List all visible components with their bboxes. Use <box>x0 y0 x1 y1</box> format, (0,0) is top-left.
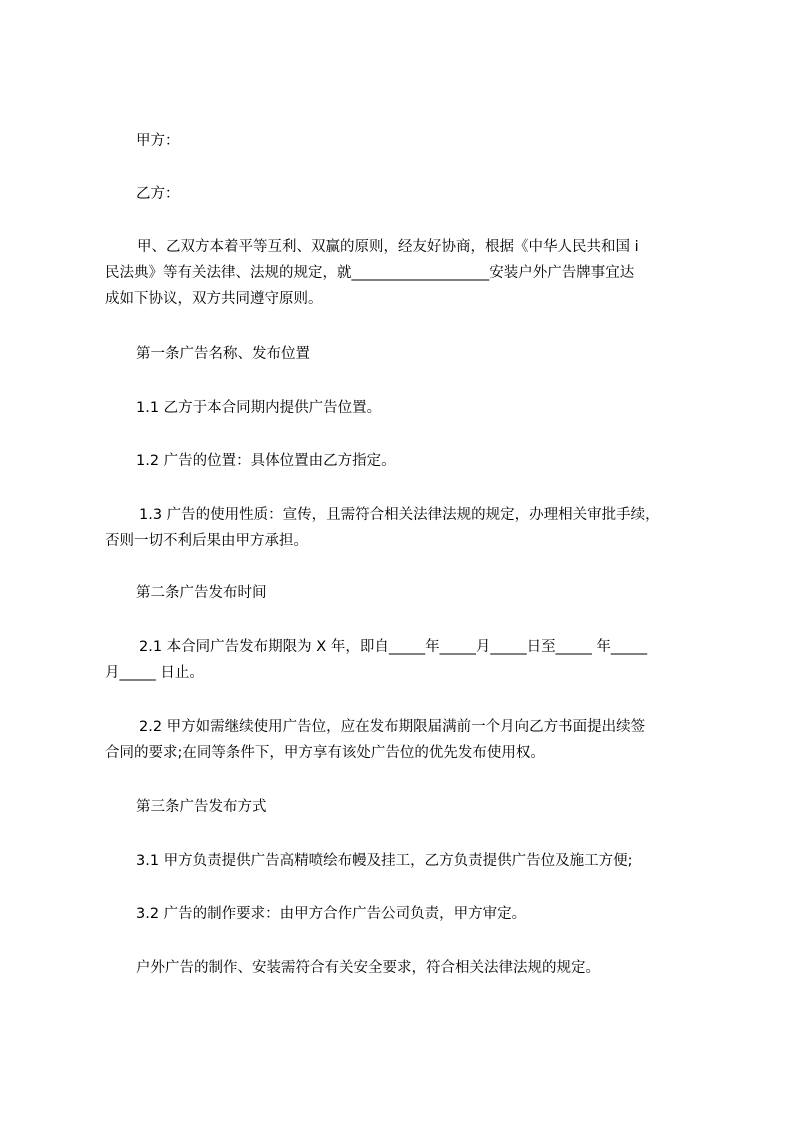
intro-line-3: 成如下协议，双方共同遵守原则。 <box>105 291 323 307</box>
clause-1-1-text: 1.1 乙方于本合同期内提供广告位置。 <box>136 400 382 416</box>
clause-3-2-text: 3.2 广告的制作要求：由甲方合作广告公司负责，甲方审定。 <box>136 906 527 922</box>
clause-1-1 <box>136 395 736 421</box>
article-3-title-text: 第三条广告发布方式 <box>136 799 267 815</box>
clause-1-3-line-1: 1.3 广告的使用性质：宣传，且需符合相关法律法规的规定，办理相关审批手续， <box>139 507 660 523</box>
clause-2-1-line-2: 月_____ 日止。 <box>105 665 204 681</box>
closing-text: 户外广告的制作、安装需符合有关安全要求，符合相关法律法规的规定。 <box>136 960 600 976</box>
clause-2-2-line-2: 合同的要求;在同等条件下，甲方享有该处广告位的优先发布使用权。 <box>105 745 545 761</box>
clause-3-2 <box>136 901 736 927</box>
party-b-label <box>136 181 736 207</box>
clause-1-3-line-2: 否则一切不利后果由甲方承担。 <box>105 533 308 549</box>
clause-1-2 <box>136 448 736 474</box>
clause-1-3 <box>105 502 705 554</box>
article-1-title-text: 第一条广告名称、发布位置 <box>136 346 310 362</box>
intro-line-1: 甲、乙双方本着平等互利、双赢的原则，经友好协商，根据《中华人民共和国 i <box>137 239 639 255</box>
article-3-title <box>136 794 736 820</box>
clause-2-2 <box>105 714 705 766</box>
clause-1-2-text: 1.2 广告的位置：具体位置由乙方指定。 <box>136 453 396 469</box>
article-2-title-text: 第二条广告发布时间 <box>136 585 267 601</box>
article-2-title <box>136 580 736 606</box>
party-a-text: 甲方： <box>136 133 180 149</box>
clause-2-2-line-1: 2.2 甲方如需继续使用广告位，应在发布期限届满前一个月向乙方书面提出续签 <box>139 719 646 735</box>
intro-paragraph <box>105 234 705 312</box>
intro-line-2: 民法典》等有关法律、法规的规定，就___________________安装户外广告牌事宜达 <box>105 265 635 281</box>
party-b-text: 乙方： <box>136 186 180 202</box>
clause-2-1 <box>105 634 705 686</box>
closing-paragraph <box>136 955 736 981</box>
clause-3-1-text: 3.1 甲方负责提供广告高精喷绘布幔及挂工，乙方负责提供广告位及施工方便; <box>136 853 633 869</box>
clause-3-1 <box>136 848 736 874</box>
party-a-label <box>136 128 736 154</box>
clause-2-1-line-1: 2.1 本合同广告发布期限为 X 年，即自_____年_____月_____日至_____ 年_____ <box>139 639 648 655</box>
article-1-title <box>136 341 736 367</box>
